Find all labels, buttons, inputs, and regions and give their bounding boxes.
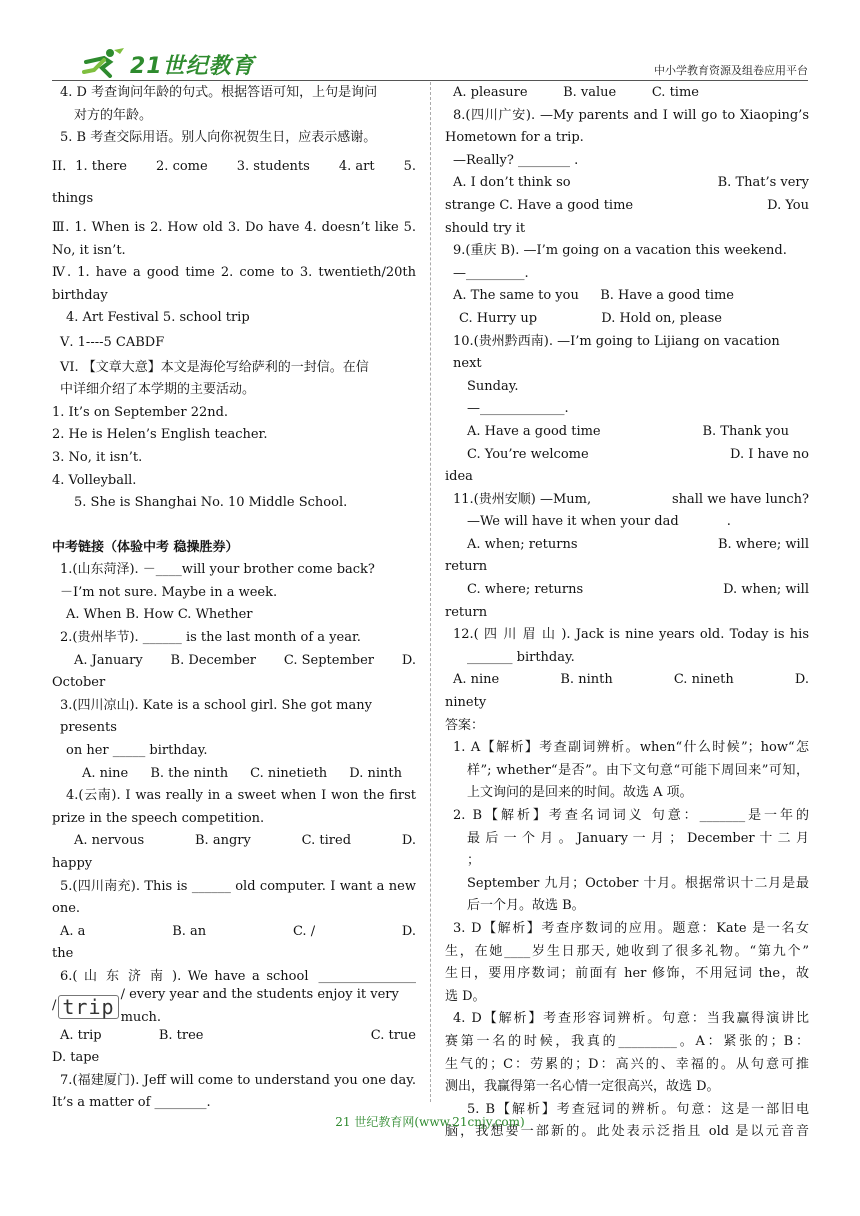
option: D. You (767, 197, 809, 213)
question-line: idea (445, 469, 473, 485)
question-line: ninety (445, 695, 487, 711)
option: C. Hurry up (459, 310, 538, 326)
question-line (52, 986, 416, 1025)
question-line: 1.(山东菏泽). －____will your brother come back? (60, 562, 375, 578)
option: C. where; returns (467, 582, 584, 598)
option: D. ninth (349, 765, 402, 781)
answer-line: 4. Art Festival 5. school trip (66, 310, 250, 326)
question-line: 7.(福建厦门). Jeff will come to understand you one day. (60, 1072, 416, 1088)
question-line: —_____________. (467, 401, 569, 417)
answer-blank: _______________ (318, 968, 416, 984)
option: B. an (172, 923, 207, 939)
option: B. December (170, 652, 256, 668)
answer-line: 3. No, it isn’t. (52, 449, 143, 465)
question-text: / every year and the students enjoy it very much. (120, 986, 399, 1025)
option: B. ninth (560, 672, 613, 688)
question-line: one. (52, 901, 81, 917)
option: D. when; will (723, 582, 809, 598)
question-line: 12.( 四 川 眉 山 ). Jack is nine years old. Today is his (453, 627, 809, 643)
question-line: －I’m not sure. Maybe in a week. (60, 584, 278, 600)
option: A. January (74, 652, 143, 668)
explanation-line: 生日，要用序数词；前面有 her 修饰，不用冠词 the，故 (445, 966, 809, 982)
question-text: 6.( 山 东 济 南 ). We have a school (60, 968, 309, 984)
option: C. / (292, 923, 316, 939)
question-line: Sunday. (467, 378, 519, 394)
question-line (445, 489, 809, 512)
option: C. September (283, 652, 375, 668)
answer-line: 4. Volleyball. (52, 472, 137, 488)
option: C. You’re welcome (467, 446, 589, 462)
answer-line: 5. She is Shanghai No. 10 Middle School. (74, 495, 348, 511)
explanation-line: 上文询问的是回来的时间。故选 A 项。 (467, 785, 693, 801)
question-options (445, 82, 809, 105)
question-line: 10.(贵州黔西南). —I’m going to Lijiang on vacation next (453, 333, 780, 372)
question-line: 8.(四川广安). —My parents and I will go to Xiaoping’s (453, 107, 809, 123)
explanation-line: 2. B【解析】考查名词词义 句意：_______是一年的 (453, 808, 809, 823)
question-line: October (52, 675, 106, 691)
section-title: 中考链接（体验中考 稳操胜券） (52, 539, 239, 555)
question-line: happy (52, 856, 93, 871)
option: B. Thank you (702, 423, 789, 439)
column-divider (430, 82, 431, 1102)
question-line: Hometown for a trip. (445, 130, 584, 146)
option: A. I don’t think so (453, 175, 571, 191)
explanation-line: 5. B【解析】考查冠词的辨析。句意：这是一部旧电 (467, 1101, 809, 1117)
answer-line: 1. It’s on September 22nd. (52, 404, 229, 420)
option: B. the ninth (150, 765, 229, 781)
answer-line: 对方的年龄。 (74, 107, 153, 123)
answer-line: Ⅳ. 1. have a good time 2. come to 3. twentieth/20th (52, 265, 416, 281)
question-options (52, 650, 416, 673)
option: B. angry (195, 833, 251, 849)
word-picture: trip (58, 995, 118, 1019)
question-options (445, 172, 809, 195)
question-line: D. tape (52, 1050, 100, 1066)
option: A. trip (60, 1027, 102, 1043)
option: A. nervous (74, 833, 145, 849)
question-options (445, 308, 809, 331)
right-column (445, 82, 809, 1144)
answer-line: things (52, 191, 94, 207)
question-line: —Really? ________ . (453, 152, 579, 168)
question-line: 5.(四川南充). This is ______ old computer. I want a new (60, 878, 416, 894)
question-line: 3.(四川凉山). Kate is a school girl. She got many presents (60, 697, 372, 736)
option: B. value (563, 85, 617, 100)
option: B. tree (158, 1027, 204, 1043)
question-options (445, 195, 809, 218)
question-line: 2.(贵州毕节). ______ is the last month of a year. (60, 630, 361, 646)
explanation-line: 样”; whether“是否”。由下文句意“可能下周回来”可知， (467, 762, 809, 778)
question-text: shall we have lunch? (671, 491, 809, 507)
platform-name: 中小学教育资源及组卷应用平台 (654, 64, 808, 77)
explanation-line: 4. D【解析】考查形容词辨析。句意：当我赢得演讲比 (453, 1011, 809, 1027)
answer-item: 3. students (236, 158, 310, 174)
question-options (445, 534, 809, 557)
option: C. true (370, 1027, 416, 1043)
question-options (52, 921, 416, 944)
option: C. tired (301, 833, 352, 849)
answer-item: 4. art (338, 158, 375, 174)
explanation-line: September 九月；October 十月。根据常识十二月是最 (467, 875, 809, 891)
question-line: 4.(云南). I was really in a sweet when I won the first (66, 788, 416, 804)
option: D. Hold on, please (601, 310, 722, 326)
explanation-line: 生气的；C：劳累的；D：高兴的、幸福的。从句意可推 (445, 1056, 809, 1072)
answer-line: 4. D 考查询问年龄的句式。根据答语可知，上句是询问 (60, 85, 378, 100)
question-text: / (52, 998, 57, 1014)
option: A. a (60, 923, 86, 939)
answer-line: No, it isn’t. (52, 242, 126, 258)
question-line: —_________. (453, 265, 529, 281)
left-column (52, 82, 416, 1115)
question-line (445, 511, 809, 534)
answer-line: 中详细介绍了本学期的主要活动。 (60, 382, 256, 398)
option: C. time (651, 85, 699, 100)
option: C. nineth (673, 672, 734, 688)
explanation-line: 赛第一名的时候，我真的_________。A：紧张的；B： (445, 1033, 809, 1049)
question-line: return (445, 559, 488, 575)
question-line: It’s a matter of ________. (52, 1095, 211, 1111)
explanation-line: 1. A【解析】考查副词辨析。when“什么时候”；how“怎 (453, 740, 809, 756)
runner-logo-icon (80, 48, 126, 78)
question-text: —We will have it when your dad (467, 514, 679, 530)
logo-text: 21世纪教育 (130, 54, 255, 79)
explanation-line: 生，在她____岁生日那天, 她收到了很多礼物。“第九个” (445, 943, 809, 959)
page-header (52, 48, 808, 81)
option: D. (401, 923, 416, 939)
question-options (52, 763, 416, 786)
option: B. That’s very (717, 175, 809, 191)
explanation-line: 选 D。 (445, 988, 486, 1004)
question-line: 9.(重庆 B). —I’m going on a vacation this weekend. (453, 243, 787, 259)
question-line: _______ birthday. (467, 649, 575, 665)
option: D. (401, 652, 416, 668)
answer-line: Ⅲ. 1. When is 2. How old 3. Do have 4. doesn’t like 5. (52, 219, 416, 235)
page-footer: 21 世纪教育网(www.21cnjy.com) (335, 1115, 525, 1129)
answers-title: 答案： (445, 717, 485, 733)
option: B. Have a good time (600, 288, 734, 304)
answer-line: birthday (52, 287, 108, 303)
answer-line: 2. He is Helen’s English teacher. (52, 427, 268, 443)
question-options (445, 285, 809, 308)
option: A. nine (82, 765, 129, 781)
option: strange C. Have a good time (445, 197, 634, 213)
section-ii-answers (52, 156, 416, 179)
explanation-line: 脑，我想要一部新的。此处表示泛指且 old 是以元音音 (445, 1124, 809, 1140)
option: A. pleasure (453, 85, 528, 100)
option: A. when; returns (467, 536, 578, 552)
answer-line: VI. 【文章大意】本文是海伦写给萨利的一封信。在信 (60, 359, 369, 375)
question-options (52, 830, 416, 853)
explanation-line: 最 后 一 个 月 。 January 一 月 ； December 十 二 月 ； (467, 830, 809, 869)
question-line: the (52, 946, 74, 962)
option: A. nine (453, 672, 500, 688)
question-line: on her _____ birthday. (66, 743, 208, 759)
option: D. (794, 672, 809, 688)
answer-line: Ⅴ. 1----5 CABDF (60, 334, 165, 350)
answer-item: II．1. there (52, 158, 128, 174)
option: D. I have no (730, 446, 809, 462)
question-options (445, 444, 809, 467)
question-options: A. When B. How C. Whether (66, 607, 253, 623)
question-text: . (726, 514, 731, 530)
logo (80, 48, 255, 78)
question-text: 11.(贵州安顺) —Mum, (453, 491, 592, 507)
explanation-line: 3. D【解析】考查序数词的应用。题意：Kate 是一名女 (453, 920, 809, 936)
answer-line: 5. B 考查交际用语。别人向你祝贺生日，应表示感谢。 (60, 130, 377, 146)
explanation-line: 测出，我赢得第一名心情一定很高兴，故选 D。 (445, 1079, 720, 1095)
answer-item: 5. (403, 158, 416, 174)
option: C. ninetieth (250, 765, 328, 781)
question-line: prize in the speech competition. (52, 810, 265, 826)
question-options (445, 421, 809, 444)
question-line: should try it (445, 220, 526, 236)
question-options (445, 579, 809, 602)
answer-item: 2. come (156, 158, 208, 174)
explanation-line: 后一个月。故选 B。 (467, 898, 585, 914)
option: D. (401, 833, 416, 849)
option: B. where; will (717, 536, 809, 552)
question-options (445, 669, 809, 692)
question-line: return (445, 604, 488, 620)
option: A. The same to you (453, 288, 579, 304)
option: A. Have a good time (467, 423, 601, 439)
